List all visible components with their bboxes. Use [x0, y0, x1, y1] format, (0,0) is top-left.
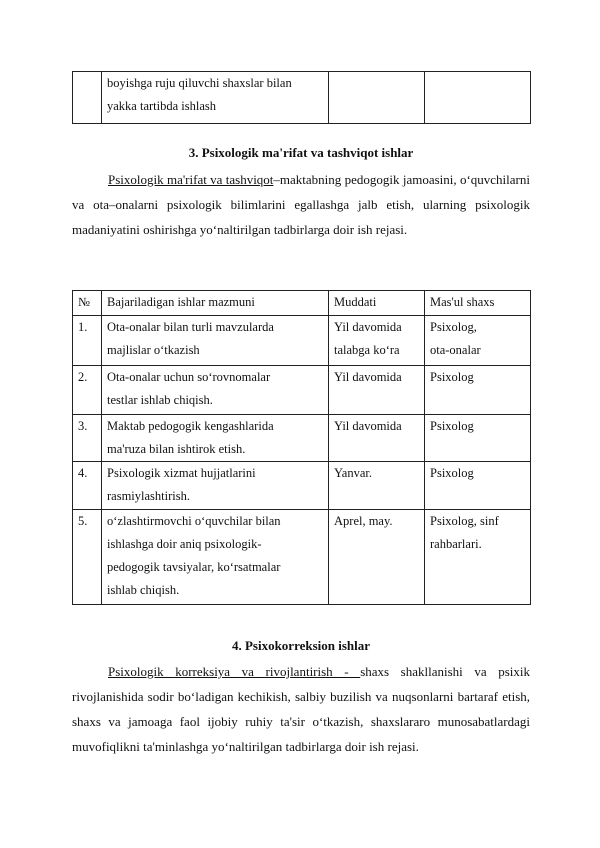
- section-3-title: 3. Psixologik ma'rifat va tashviqot ishlar: [188, 145, 414, 160]
- cell-line: Psixolog: [430, 370, 474, 384]
- table-row: [73, 316, 531, 366]
- cell-line: Ota-onalar uchun so‘rovnomalar: [107, 370, 271, 384]
- table-header-row: [73, 291, 531, 316]
- row-responsible-cell: [425, 462, 531, 510]
- row-deadline-cell: [329, 510, 425, 605]
- row-number-cell: [73, 462, 102, 510]
- section-4-definition: shaxs shakllanishi va psixik rivojlanishida sodir bo‘ladigan kechikish, salbiy buzilish va nuqsonlarni bartaraf etish, shaxs va jamoaga faol ijobiy ruhiy ta'sir o‘tkazish, shaxslararo munosabatlardagi muvofiqlikni ta'minlashga yo‘naltirilgan tadbirlarga doir ish rejasi.: [72, 664, 530, 754]
- cell-line: o‘zlashtirmovchi o‘quvchilar bilan: [107, 514, 281, 528]
- row-number-cell: [73, 72, 102, 124]
- cell-line: Psixolog,: [430, 320, 477, 334]
- table-row: [73, 366, 531, 415]
- cell-line: yakka tartibda ishlash: [107, 99, 216, 113]
- cell-line: ishlashga doir aniq psixologik-: [107, 537, 262, 551]
- cell-line: Maktab pedogogik kengashlarida: [107, 419, 274, 433]
- cell-line: rasmiylashtirish.: [107, 489, 190, 503]
- row-deadline-cell: [329, 366, 425, 415]
- row-content-cell: [102, 510, 329, 605]
- row-content-cell: [102, 316, 329, 366]
- header-responsible: Mas'ul shaxs: [425, 291, 531, 316]
- section-3-paragraph: [72, 167, 530, 242]
- cell-line: Psixolog: [430, 466, 474, 480]
- row-number-cell: [73, 316, 102, 366]
- row-content-cell: [102, 366, 329, 415]
- row-responsible-cell: [425, 72, 531, 124]
- row-deadline-cell: [329, 415, 425, 462]
- row-content-cell: [102, 462, 329, 510]
- cell-line: ma'ruza bilan ishtirok etish.: [107, 442, 246, 456]
- cell-text: 4.: [78, 466, 88, 480]
- cell-line: Yil davomida: [334, 419, 402, 433]
- cell-line: talabga ko‘ra: [334, 343, 400, 357]
- cell-line: Yil davomida: [334, 320, 402, 334]
- cell-line: Ota-onalar bilan turli mavzularda: [107, 320, 274, 334]
- row-deadline-cell: [329, 462, 425, 510]
- cell-text: 3.: [78, 419, 88, 433]
- header-deadline: Muddati: [329, 291, 425, 316]
- cell-line: testlar ishlab chiqish.: [107, 393, 213, 407]
- table-row: [73, 510, 531, 605]
- section-4-title: 4. Psixokorreksion ishlar: [231, 638, 371, 653]
- section-4-paragraph: [72, 659, 530, 759]
- cell-text: 2.: [78, 370, 88, 384]
- row-number-cell: [73, 415, 102, 462]
- cell-text: 5.: [78, 514, 88, 528]
- table-row: [73, 415, 531, 462]
- row-deadline-cell: [329, 72, 425, 124]
- table-row: [73, 72, 531, 124]
- plan-table: [72, 290, 531, 605]
- row-content-cell: [102, 72, 329, 124]
- row-content-cell: [102, 415, 329, 462]
- section-3-term: Psixologik ma'rifat va tashviqot: [108, 172, 274, 187]
- cell-text: 1.: [78, 320, 88, 334]
- cell-line: Psixolog: [430, 419, 474, 433]
- cell-line: ishlab chiqish.: [107, 583, 180, 597]
- header-number: №: [73, 291, 102, 316]
- continued-table: [72, 71, 531, 124]
- section-3-definition: –maktabning pedogogik jamoasini, o‘quvchilarni va ota–onalarni psixologik bilimlarini egallashga jalb etish, ularning psixologik madaniyatini oshirishga yo‘naltirilgan tadbirlarga doir ish rejasi.: [72, 172, 530, 237]
- row-responsible-cell: [425, 510, 531, 605]
- cell-line: rahbarlari.: [430, 537, 482, 551]
- cell-line: ota-onalar: [430, 343, 481, 357]
- row-deadline-cell: [329, 316, 425, 366]
- row-number-cell: [73, 510, 102, 605]
- cell-line: Psixolog, sinf: [430, 514, 499, 528]
- cell-line: boyishga ruju qiluvchi shaxslar bilan: [107, 76, 292, 90]
- cell-line: Psixologik xizmat hujjatlarini: [107, 466, 256, 480]
- cell-line: pedogogik tavsiyalar, ko‘rsatmalar: [107, 560, 281, 574]
- cell-line: Aprel, may.: [334, 514, 393, 528]
- header-content: Bajariladigan ishlar mazmuni: [102, 291, 329, 316]
- section-4-term: Psixologik korreksiya va rivojlantirish -: [108, 664, 361, 679]
- row-responsible-cell: [425, 316, 531, 366]
- row-number-cell: [73, 366, 102, 415]
- cell-line: Yanvar.: [334, 466, 372, 480]
- row-responsible-cell: [425, 415, 531, 462]
- cell-line: Yil davomida: [334, 370, 402, 384]
- cell-line: majlislar o‘tkazish: [107, 343, 200, 357]
- table-row: [73, 462, 531, 510]
- row-responsible-cell: [425, 366, 531, 415]
